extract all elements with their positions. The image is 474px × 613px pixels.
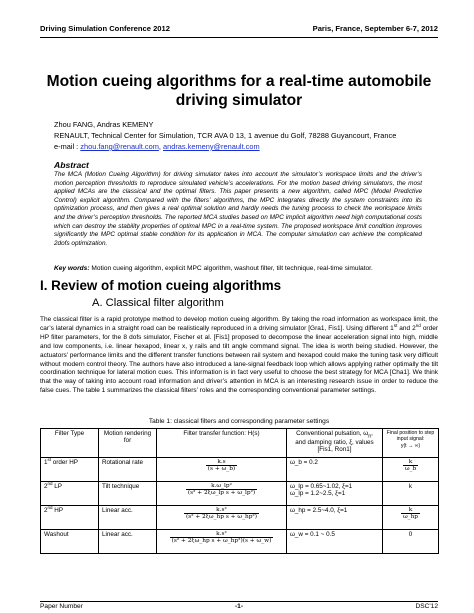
tf-denominator: (s² + 2ξω_hp s + ω_hp²) bbox=[185, 514, 258, 520]
table-row bbox=[41, 482, 439, 506]
cell-final-position bbox=[383, 506, 439, 530]
final-fraction bbox=[403, 459, 418, 472]
cell-transfer-function bbox=[157, 458, 287, 482]
header-motion-rendering: Motion rendering for bbox=[99, 429, 157, 458]
type-sup: nd bbox=[47, 504, 53, 510]
final-value: 0 bbox=[408, 531, 413, 538]
subsection-heading: A. Classical filter algorithm bbox=[92, 297, 224, 309]
body-sup-1: st bbox=[393, 322, 398, 328]
header-final-text: Final position to step input signal: bbox=[386, 430, 435, 443]
type-text: 2 bbox=[44, 507, 48, 514]
param-line-1: ω_lp = 0.65~1.02, ξ=1 bbox=[290, 483, 353, 490]
table-row bbox=[41, 506, 439, 530]
body-text-2: and 2 bbox=[397, 324, 416, 332]
header-param-part-1: Conventional pulsation, ω bbox=[296, 430, 369, 437]
cell-rendering: Linear acc. bbox=[99, 530, 157, 554]
title-line-1: Motion cueing algorithms for a real-time automobile bbox=[46, 73, 432, 90]
cell-filter-type bbox=[41, 530, 99, 554]
footer-page-number: -1- bbox=[234, 603, 244, 610]
tf-denominator: (s² + 2ξω_lp s + ω_lp²) bbox=[187, 490, 256, 496]
header-final-expr: y(t → ∞) bbox=[400, 442, 421, 449]
title-line-2: driving simulator bbox=[175, 92, 303, 109]
cell-rendering: Tilt technique bbox=[99, 482, 157, 506]
header-transfer-function: Filter transfer function: H(s) bbox=[157, 429, 287, 458]
email-link-1[interactable]: zhou.fang@renault.com bbox=[80, 142, 159, 151]
paper-title bbox=[40, 72, 438, 110]
email-line bbox=[54, 142, 260, 152]
type-suffix: HP bbox=[52, 507, 64, 514]
cell-parameters: ω_b = 0.2 bbox=[287, 458, 383, 482]
type-sup: st bbox=[47, 456, 52, 462]
tf-denominator: (s² + 2ξω_hp s + ω_hp²)(s + ω_w) bbox=[171, 538, 272, 544]
table-row bbox=[41, 458, 439, 482]
type-sup: nd bbox=[47, 480, 53, 486]
final-denominator: ω_b bbox=[404, 466, 417, 472]
section-heading: I. Review of motion cueing algorithms bbox=[40, 278, 282, 293]
final-denominator: ω_hp bbox=[402, 514, 419, 520]
type-text: Washout bbox=[44, 531, 69, 538]
abstract-text: The MCA (Motion Cueing Algorithm) for driving simulator takes into account the simulator’s workspace limits and the driver’s motion perception thresholds to reproduce simulated vehicle’s accelerations. For the motion based driving simulators, the most applied MCAs are the classical and the optimal filters. This paper presents a new algorithm, called MPC (Model Predictive Control) explicit algorithm. Compared with the filters’ algorithms, the MPC integrates directly the system constraints into its optimization process, and then gives a real optimal solution and hardly needs the tuning process to check the workspace limits and the driver’s perception thresholds. The reported MCA studies based on MPC implicit algorithm need high computational costs which can destroy the stability properties of optimal MPC in a real-time system. The proposed workspace limit condition improves significantly the MPC optimal stable condition for its application in MCA. The computer simulation can achieve the complicated 2dofs optimization. bbox=[54, 171, 422, 247]
type-text: 2 bbox=[44, 483, 48, 490]
cell-filter-type bbox=[41, 482, 99, 506]
keywords bbox=[54, 264, 424, 273]
cell-final-position bbox=[383, 530, 439, 554]
type-suffix: order HP bbox=[51, 459, 78, 466]
cell-parameters bbox=[287, 482, 383, 506]
running-header bbox=[40, 24, 438, 36]
tf-numerator: k.s bbox=[206, 459, 237, 466]
cell-transfer-function bbox=[157, 530, 287, 554]
cell-final-position bbox=[383, 482, 439, 506]
cell-final-position bbox=[383, 458, 439, 482]
email-link-2[interactable]: andras.kemeny@renault.com bbox=[163, 142, 260, 151]
cell-parameters: ω_w = 0.1 ~ 0.5 bbox=[287, 530, 383, 554]
body-text-3: order HP filter parameters, for the 8 dofs simulator, Fischer et al. [Fis1] proposed to decompose the linear acceleration signal into high, middle and low components, i.e. linear hexapod, linear x, y rails and tilt angle command signal. The idea is worth being studied. However, the actuators’ performance limits and the different transfer functions between rail system and hexapod could make the tuning task very difficult without modern control theory. The authors have also introduced a lane-signal feedback loop which allows applying rather optimally the tilt coordination technique for lateral motion cues. This information is in fact very useful to choose the best strategy for MCA [Cha1]. We think that the way of taking into account road information and driver’s attention in MCA is an interesting research issue in order to reduce the false cues. The table 1 summarizes the classical filters’ roles and the corresponding conventional parameter settings. bbox=[40, 324, 438, 395]
cell-transfer-function bbox=[157, 506, 287, 530]
header-filter-type: Filter Type bbox=[41, 429, 99, 458]
cell-filter-type bbox=[41, 458, 99, 482]
email-label: e-mail : bbox=[54, 142, 81, 151]
tf-denominator: (s + ω_b) bbox=[207, 466, 236, 472]
abstract-heading: Abstract bbox=[54, 160, 89, 170]
header-conference: Driving Simulation Conference 2012 bbox=[40, 24, 170, 33]
final-fraction bbox=[401, 507, 420, 520]
cell-rendering: Linear acc. bbox=[99, 506, 157, 530]
table-row bbox=[41, 530, 439, 554]
keywords-text: Motion cueing algorithm, explicit MPC algorithm, washout filter, tilt technique, real-time simulator. bbox=[89, 265, 373, 272]
tf-fraction bbox=[170, 531, 274, 544]
cell-transfer-function bbox=[157, 482, 287, 506]
param-line-2: ω_lp = 1.2~2.5, ξ=1 bbox=[290, 490, 346, 497]
header-final-position bbox=[383, 429, 439, 458]
header-parameters bbox=[287, 429, 383, 458]
footer-rule bbox=[40, 601, 438, 602]
header-rule bbox=[40, 37, 438, 38]
tf-fraction bbox=[184, 507, 259, 520]
body-paragraph bbox=[40, 316, 438, 396]
cell-rendering: Rotational rate bbox=[99, 458, 157, 482]
email-separator: , bbox=[158, 142, 163, 151]
table-caption: Table 1: classical filters and corresponding parameter settings bbox=[148, 418, 330, 425]
table-header-row bbox=[41, 429, 439, 458]
footer-conference: DSC'12 bbox=[415, 603, 438, 610]
cell-filter-type bbox=[41, 506, 99, 530]
final-numerator: k bbox=[403, 459, 418, 466]
final-numerator: k bbox=[401, 507, 420, 514]
header-param-refs: [Fis1, Ron1] bbox=[317, 446, 352, 454]
header-param-part-2: , and damping ratio, ξ, values bbox=[295, 430, 374, 447]
type-text: 1 bbox=[44, 459, 48, 466]
tf-fraction bbox=[186, 483, 257, 496]
footer-paper-number: Paper Number bbox=[40, 603, 83, 610]
affiliation: RENAULT, Technical Center for Simulation, TCR AVA 0 13, 1 avenue du Golf, 78288 Guyancourt, France bbox=[54, 131, 397, 140]
body-text-1: The classical filter is a rapid prototype method to develop motion cueing algorithm. By taking the road information as workspace limit, the car’s lateral dynamics in a straight road can be realistically reproduced in a driving simulator [Gra1, Fis1]. Using different 1 bbox=[40, 316, 438, 332]
type-suffix: LP bbox=[52, 483, 62, 490]
keywords-label: Key words: bbox=[54, 265, 90, 272]
page-footer bbox=[40, 603, 438, 613]
filter-table bbox=[40, 428, 439, 554]
tf-numerator: k.ω_lp² bbox=[186, 483, 257, 490]
tf-numerator: k.s² bbox=[170, 531, 274, 538]
cell-parameters: ω_hp = 2.5~4.0, ξ=1 bbox=[287, 506, 383, 530]
header-location-date: Paris, France, September 6-7, 2012 bbox=[312, 24, 438, 33]
body-sup-2: nd bbox=[415, 322, 421, 328]
header-param-sub: n bbox=[368, 433, 372, 440]
tf-fraction bbox=[206, 459, 237, 472]
final-value: k bbox=[408, 483, 413, 490]
tf-numerator: k.s² bbox=[184, 507, 259, 514]
authors: Zhou FANG, Andras KEMENY bbox=[54, 120, 154, 129]
